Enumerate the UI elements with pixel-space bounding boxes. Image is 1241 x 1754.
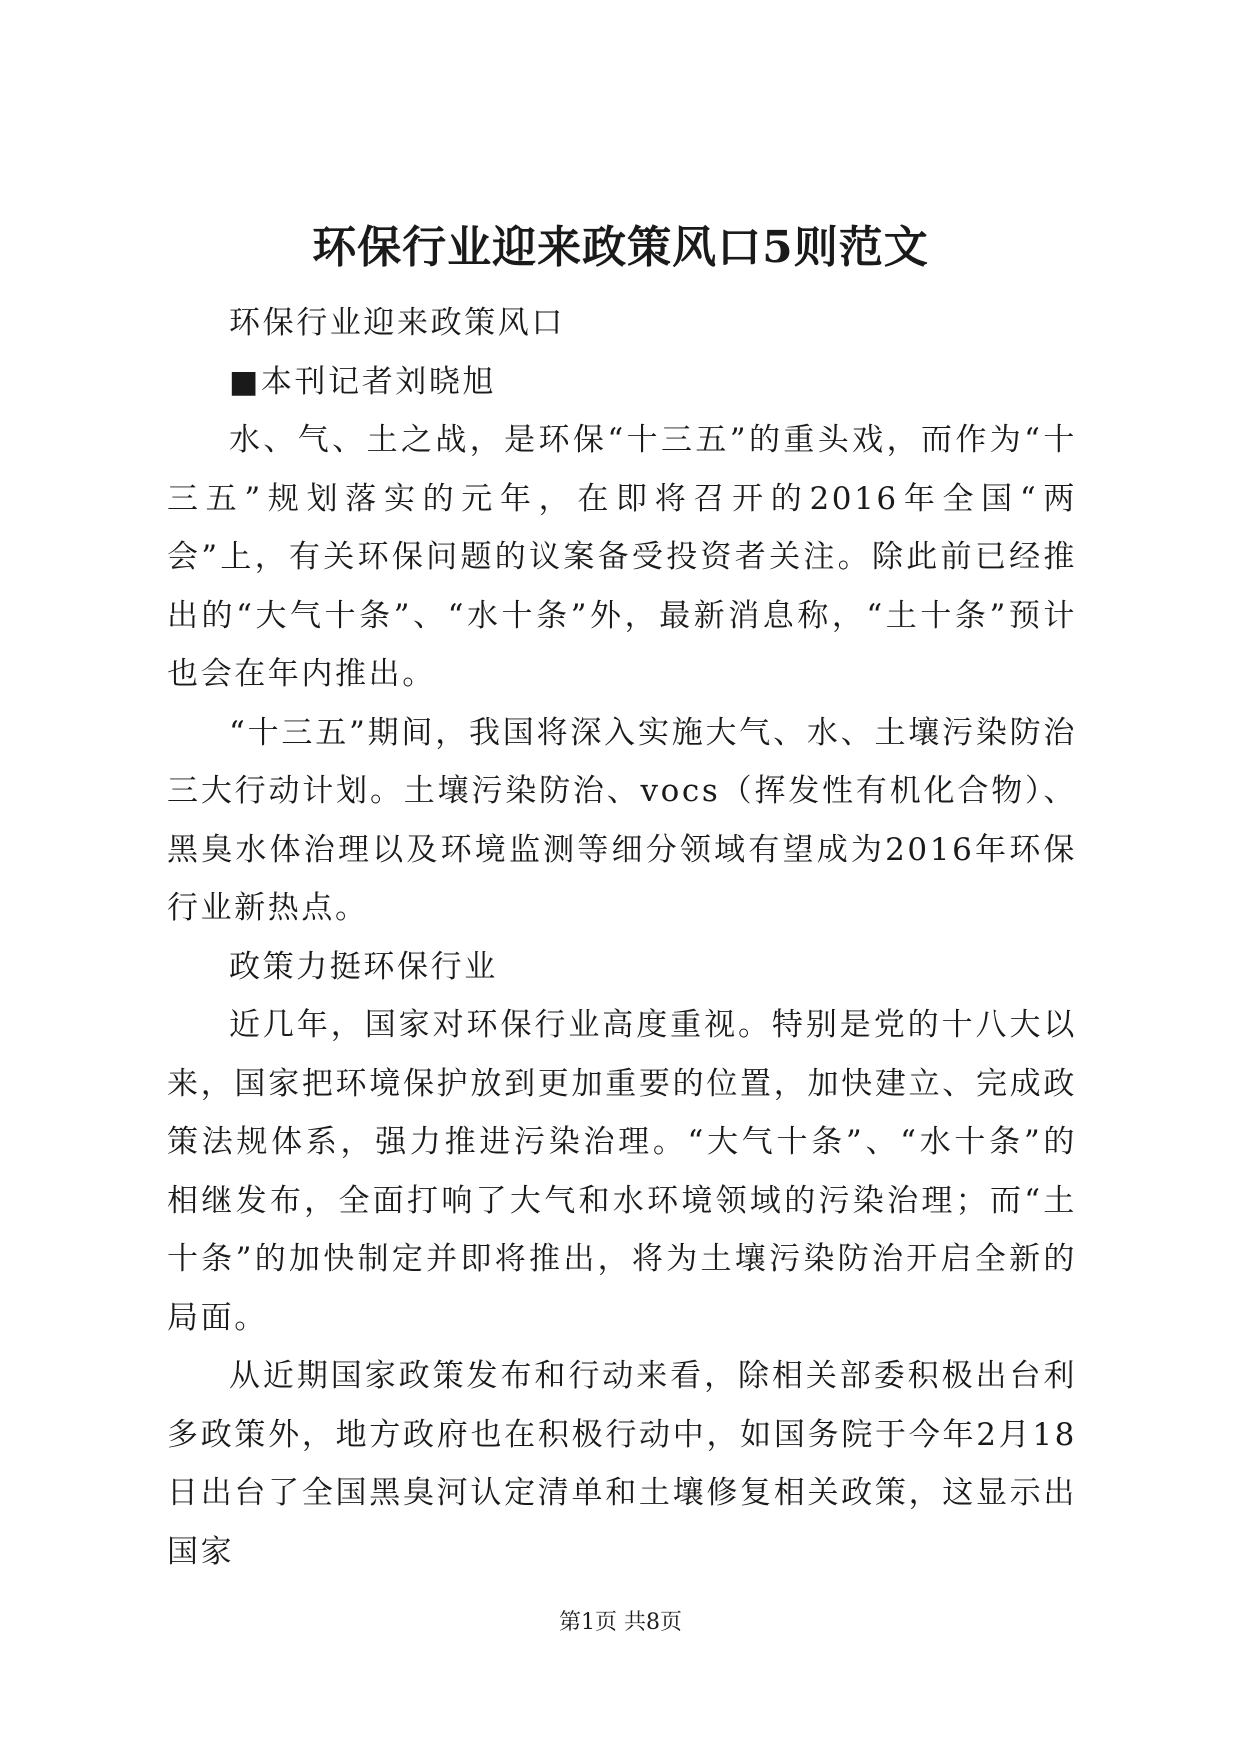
paragraph: 从近期国家政策发布和行动来看，除相关部委积极出台利多政策外，地方政府也在积极行动中，如国务院于今年2月18日出台了全国黑臭河认定清单和土壤修复相关政策，这显示出国家 (167, 1358, 1077, 1570)
page-footer: 第1页 共8页 (559, 1610, 682, 1635)
paragraph-subtitle: 环保行业迎来政策风口 (229, 305, 565, 341)
paragraph: “十三五”期间，我国将深入实施大气、水、土壤污染防治三大行动计划。土壤污染防治、vocs（挥发性有机化合物）、黑臭水体治理以及环境监测等细分领域有望成为2016年环保行业新热点。 (167, 714, 1077, 926)
paragraph: 水、气、土之战，是环保“十三五”的重头戏，而作为“十三五”规划落实的元年，在即将召开的2016年全国“两会”上，有关环保问题的议案备受投资者关注。除此前已经推出的“大气十条”、“水十条”外，最新消息称，“土十条”预计也会在年内推出。 (167, 422, 1077, 692)
paragraph: 近几年，国家对环保行业高度重视。特别是党的十八大以来，国家把环境保护放到更加重要的位置，加快建立、完成政策法规体系，强力推进污染治理。“大气十条”、“水十条”的相继发布，全面打响了大气和水环境领域的污染治理；而“土十条”的加快制定并即将推出，将为土壤污染防治开启全新的局面。 (167, 1007, 1077, 1336)
document-body (167, 294, 1077, 1581)
paragraph-heading: 政策力挺环保行业 (229, 948, 498, 985)
paragraph-byline: ■本刊记者刘晓旭 (229, 363, 497, 400)
document-title: 环保行业迎来政策风口5则范文 (312, 222, 929, 273)
